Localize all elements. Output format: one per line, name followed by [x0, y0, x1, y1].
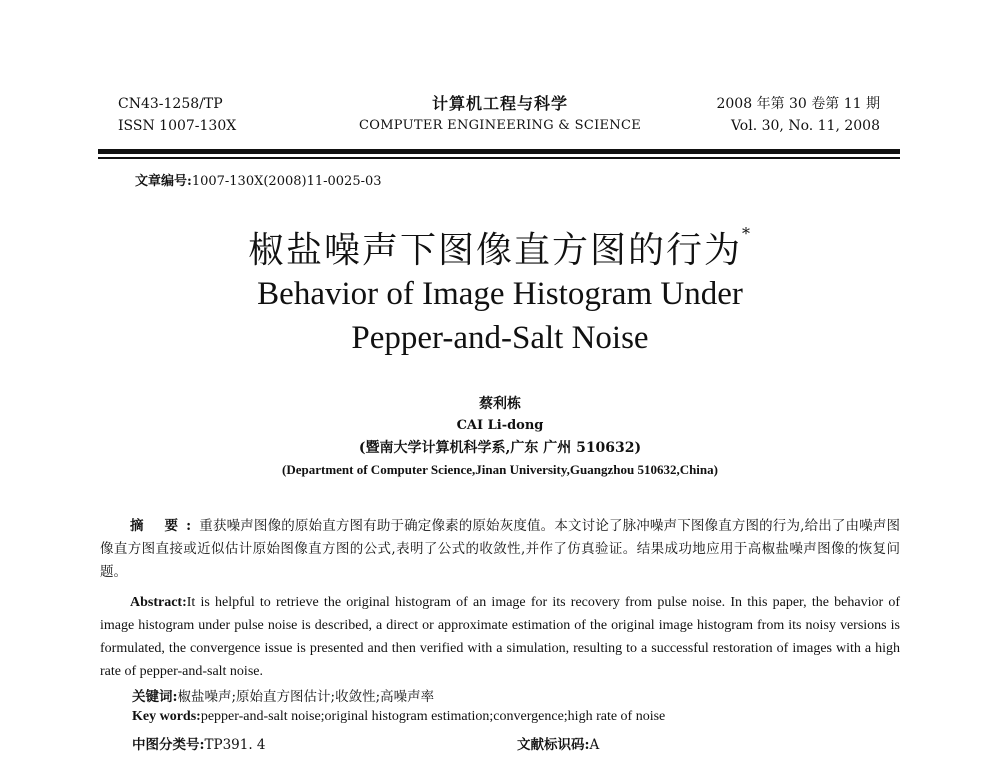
affiliation-cn: (暨南大学计算机科学系,广东 广州 510632): [358, 440, 642, 456]
abstract-en-label: Abstract:: [130, 595, 187, 610]
issn-number: ISSN 1007-130X: [118, 118, 237, 134]
classification-label: 中图分类号:: [132, 737, 205, 753]
author-name-en: CAI Li-dong: [456, 418, 544, 433]
document-code-label: 文献标识码:: [517, 737, 590, 753]
title-en-line2: Pepper-and-Salt Noise: [351, 320, 649, 356]
abstract-cn: [100, 515, 900, 584]
article-number-label: 文章编号:: [135, 174, 192, 189]
cn-number: CN43-1258/TP: [118, 96, 223, 112]
classification-code: [132, 733, 266, 753]
title-en: [0, 272, 1000, 360]
keywords-cn: [132, 685, 434, 705]
title-en-line1: Behavior of Image Histogram Under: [257, 276, 743, 312]
classification-value: TP391. 4: [204, 737, 266, 753]
issue-info-en: Vol. 30, No. 11, 2008: [730, 118, 880, 134]
author-block: [0, 393, 1000, 481]
keywords-en-label: Key words:: [132, 709, 201, 724]
keywords-cn-label: 关键词:: [132, 689, 178, 705]
title-footnote-mark: *: [742, 224, 752, 243]
journal-name-en: COMPUTER ENGINEERING & SCIENCE: [358, 118, 642, 133]
header-rule-thick: [98, 149, 900, 154]
abstract-en-text: It is helpful to retrieve the original histogram of an image for its recovery from pulse noise. In this paper, the behavior of image histogram under pulse noise is described, a direct or approximate estimation of the original image histogram from its noisy versions is formulated, the convergence issue is presented and then verified with a simulation, resulting to a successful restoration of images with a high rate of pepper-and-salt noise.: [100, 595, 900, 679]
journal-name-cn: 计算机工程与科学: [431, 94, 568, 113]
abstract-en: [100, 591, 900, 683]
document-code: [517, 733, 599, 753]
author-name-cn: 蔡利栋: [479, 396, 521, 412]
keywords-en: [132, 709, 665, 725]
abstract-cn-text: 重获噪声图像的原始直方图有助于确定像素的原始灰度值。本文讨论了脉冲噪声下图像直方图的行为,给出了由噪声图像直方图直接或近似估计原始图像直方图的公式,表明了公式的收敛性,并作了仿真验证。结果成功地应用于高椒盐噪声图像的恢复问题。: [100, 518, 900, 580]
keywords-cn-text: 椒盐噪声;原始直方图估计;收敛性;高噪声率: [177, 689, 435, 705]
header-rule-thin: [98, 157, 900, 159]
title-cn: [0, 222, 1000, 273]
issue-info-cn: 2008 年第 30 卷第 11 期: [716, 96, 880, 112]
issue-info: [716, 93, 880, 137]
title-cn-text: 椒盐噪声下图像直方图的行为: [247, 230, 742, 271]
article-number-value: 1007-130X(2008)11-0025-03: [191, 174, 382, 189]
affiliation-en: (Department of Computer Science,Jinan University,Guangzhou 510632,China): [282, 462, 718, 477]
document-code-value: A: [589, 737, 600, 753]
keywords-en-text: pepper-and-salt noise;original histogram estimation;convergence;high rate of noise: [200, 709, 666, 724]
article-number: [135, 170, 382, 189]
abstract-cn-label: 摘 要:: [130, 518, 200, 534]
